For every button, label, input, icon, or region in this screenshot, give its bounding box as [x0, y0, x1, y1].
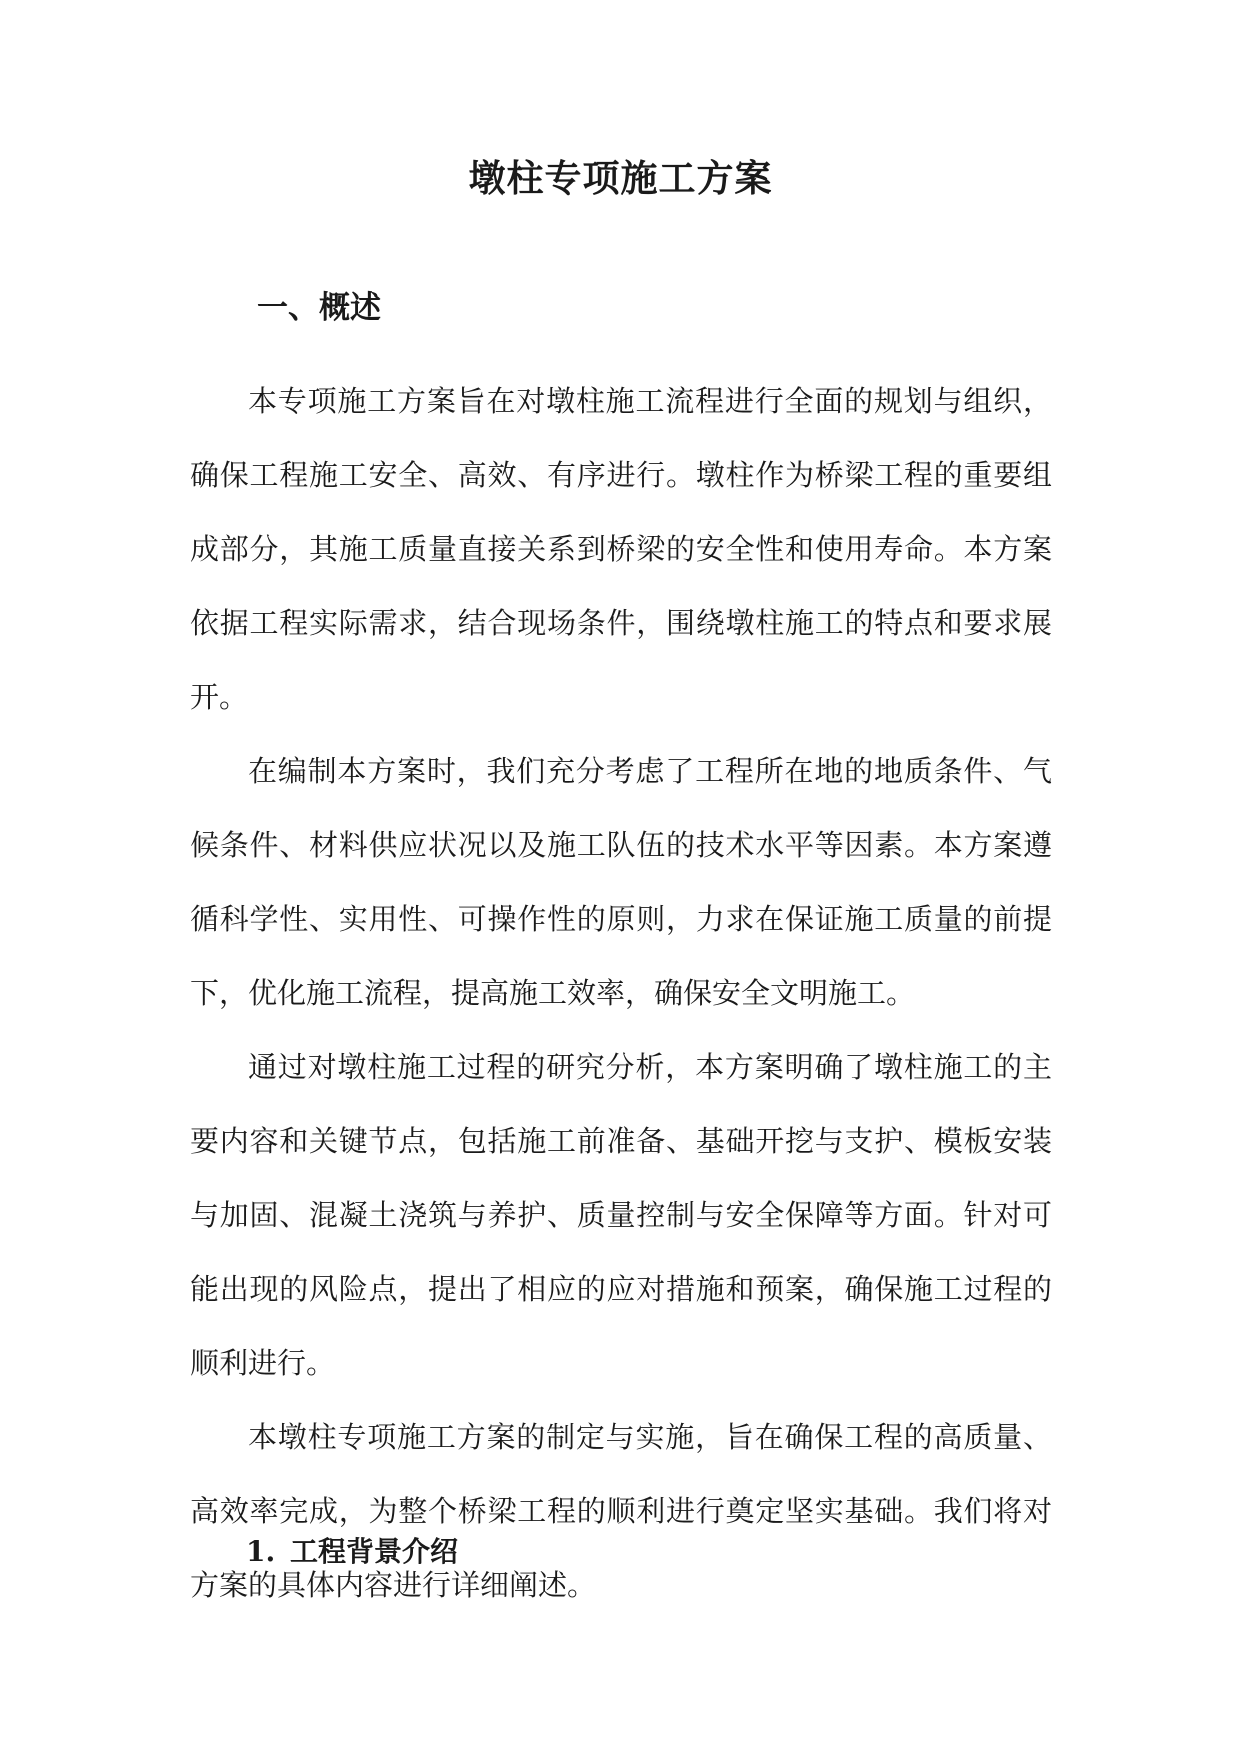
body-text — [190, 364, 1052, 1622]
subsection-heading-project-background — [246, 1530, 458, 1570]
document-title: 墩柱专项施工方案 — [468, 156, 773, 200]
section-heading-overview: 一、概述 — [257, 290, 381, 326]
paragraph-2: 在编制本方案时，我们充分考虑了工程所在地的地质条件、气候条件、材料供应状况以及施工队伍的技术水平等因素。本方案遵循科学性、实用性、可操作性的原则，力求在保证施工质量的前提下，优化施工流程，提高施工效率，确保安全文明施工。 — [190, 754, 1052, 1010]
subsection-number: 1. — [246, 1535, 276, 1568]
paragraph-1: 本专项施工方案旨在对墩柱施工流程进行全面的规划与组织，确保工程施工安全、高效、有序进行。墩柱作为桥梁工程的重要组成部分，其施工质量直接关系到桥梁的安全性和使用寿命。本方案依据工程实际需求，结合现场条件，围绕墩柱施工的特点和要求展开。 — [190, 384, 1052, 714]
paragraph-4: 本墩柱专项施工方案的制定与实施，旨在确保工程的高质量、高效率完成，为整个桥梁工程的顺利进行奠定坚实基础。我们将对方案的具体内容进行详细阐述。 — [190, 1420, 1052, 1602]
paragraph-3: 通过对墩柱施工过程的研究分析，本方案明确了墩柱施工的主要内容和关键节点，包括施工前准备、基础开挖与支护、模板安装与加固、混凝土浇筑与养护、质量控制与安全保障等方面。针对可能出现的风险点，提出了相应的应对措施和预案，确保施工过程的顺利进行。 — [190, 1050, 1052, 1380]
subsection-label: 工程背景介绍 — [290, 1535, 459, 1568]
